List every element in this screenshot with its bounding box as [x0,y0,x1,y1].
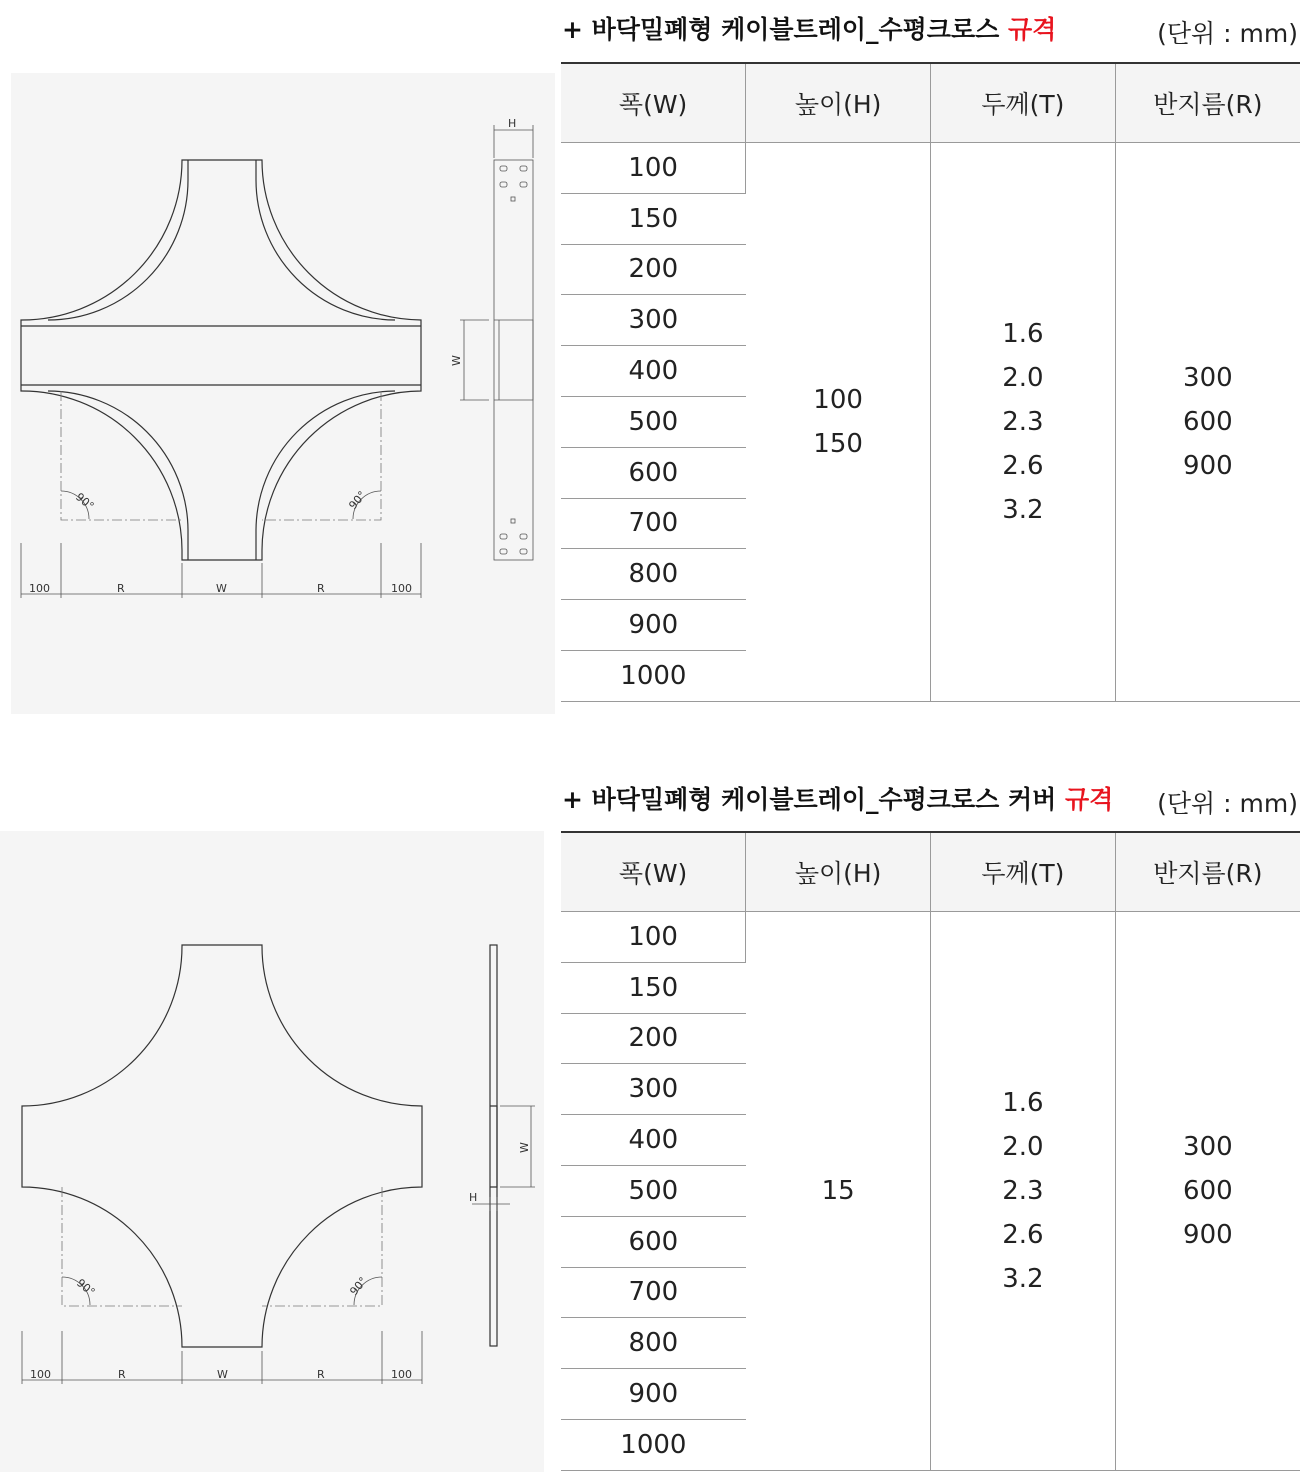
unit-label: (단위 : mm) [1157,789,1298,818]
radius-value: 300 [1183,1131,1233,1162]
radius-value: 900 [1183,1219,1233,1250]
width-cell: 200 [561,1013,746,1064]
width-cell: 700 [561,1267,746,1318]
width-cell: 1000 [561,1419,746,1470]
radius-value: 600 [1183,1175,1233,1206]
thickness-value: 1.6 [1002,1087,1044,1118]
thickness-value: 2.0 [1002,362,1044,393]
angle-left: 90° [74,1276,98,1299]
cross-cover-svg [0,831,544,1472]
cross-tray-drawing [11,73,555,714]
thickness-values [931,143,1116,702]
section-title [562,10,1056,46]
title-text: + 바닥밀폐형 케이블트레이_수평크로스 커버 [562,785,1065,814]
thickness-value: 3.2 [1002,1263,1044,1294]
width-cell: 100 [561,143,746,194]
dim-h: H [508,117,517,130]
header-radius: 반지름(R) [1115,832,1300,912]
section-title [562,780,1113,816]
width-cell: 800 [561,1318,746,1369]
width-cell: 400 [561,1115,746,1166]
thickness-value: 1.6 [1002,318,1044,349]
table-row [561,143,1300,194]
dim-r-left: R [118,1368,126,1381]
dim-100-left: 100 [30,1368,51,1381]
header-height: 높이(H) [746,832,931,912]
width-cell: 400 [561,346,746,397]
header-width: 폭(W) [561,832,746,912]
dim-w: W [217,1368,228,1381]
width-cell: 900 [561,1369,746,1420]
title-highlight: 규격 [1064,785,1114,814]
dim-r-right: R [317,582,325,595]
height-values [746,143,931,702]
angle-right: 90° [347,1274,370,1298]
radius-values [1115,143,1300,702]
width-cell: 600 [561,1216,746,1267]
header-width: 폭(W) [561,63,746,143]
dim-w-side: W [450,355,463,366]
cross-tray-svg [11,73,555,714]
dim-w: W [216,582,227,595]
width-cell: 100 [561,912,746,963]
thickness-value: 2.3 [1002,406,1044,437]
title-text: + 바닥밀폐형 케이블트레이_수평크로스 [562,15,1008,44]
dim-100-right: 100 [391,1368,412,1381]
unit-label: (단위 : mm) [1157,19,1298,48]
angle-left: 90° [73,490,97,513]
height-value: 150 [813,428,863,459]
table-header-row [561,832,1300,912]
width-cell: 500 [561,1165,746,1216]
radius-value: 600 [1183,406,1233,437]
header-thickness: 두께(T) [931,832,1116,912]
header-thickness: 두께(T) [931,63,1116,143]
header-radius: 반지름(R) [1115,63,1300,143]
header-height: 높이(H) [746,63,931,143]
thickness-value: 2.6 [1002,450,1044,481]
width-cell: 150 [561,193,746,244]
width-cell: 800 [561,549,746,600]
dim-r-left: R [117,582,125,595]
dim-w-side: W [518,1142,531,1153]
width-cell: 500 [561,396,746,447]
thickness-value: 3.2 [1002,494,1044,525]
width-cell: 700 [561,498,746,549]
thickness-value: 2.6 [1002,1219,1044,1250]
radius-values [1115,912,1300,1471]
cross-cover-drawing [0,831,544,1472]
spec-table-cover [561,831,1300,1471]
angle-right: 90° [346,488,369,512]
width-cell: 200 [561,244,746,295]
height-value: 15 [821,1175,855,1206]
width-cell: 900 [561,600,746,651]
title-highlight: 규격 [1007,15,1057,44]
table-header-row [561,63,1300,143]
width-cell: 600 [561,447,746,498]
dim-h: H [469,1191,478,1204]
radius-value: 300 [1183,362,1233,393]
height-value: 100 [813,384,863,415]
width-cell: 150 [561,962,746,1013]
thickness-values [931,912,1116,1471]
radius-value: 900 [1183,450,1233,481]
width-cell: 1000 [561,650,746,701]
thickness-value: 2.0 [1002,1131,1044,1162]
width-cell: 300 [561,295,746,346]
width-cell: 300 [561,1064,746,1115]
dim-100-left: 100 [29,582,50,595]
dim-100-right: 100 [391,582,412,595]
height-values [746,912,931,1471]
table-row [561,912,1300,963]
dim-r-right: R [317,1368,325,1381]
thickness-value: 2.3 [1002,1175,1044,1206]
spec-table-tray [561,62,1300,702]
